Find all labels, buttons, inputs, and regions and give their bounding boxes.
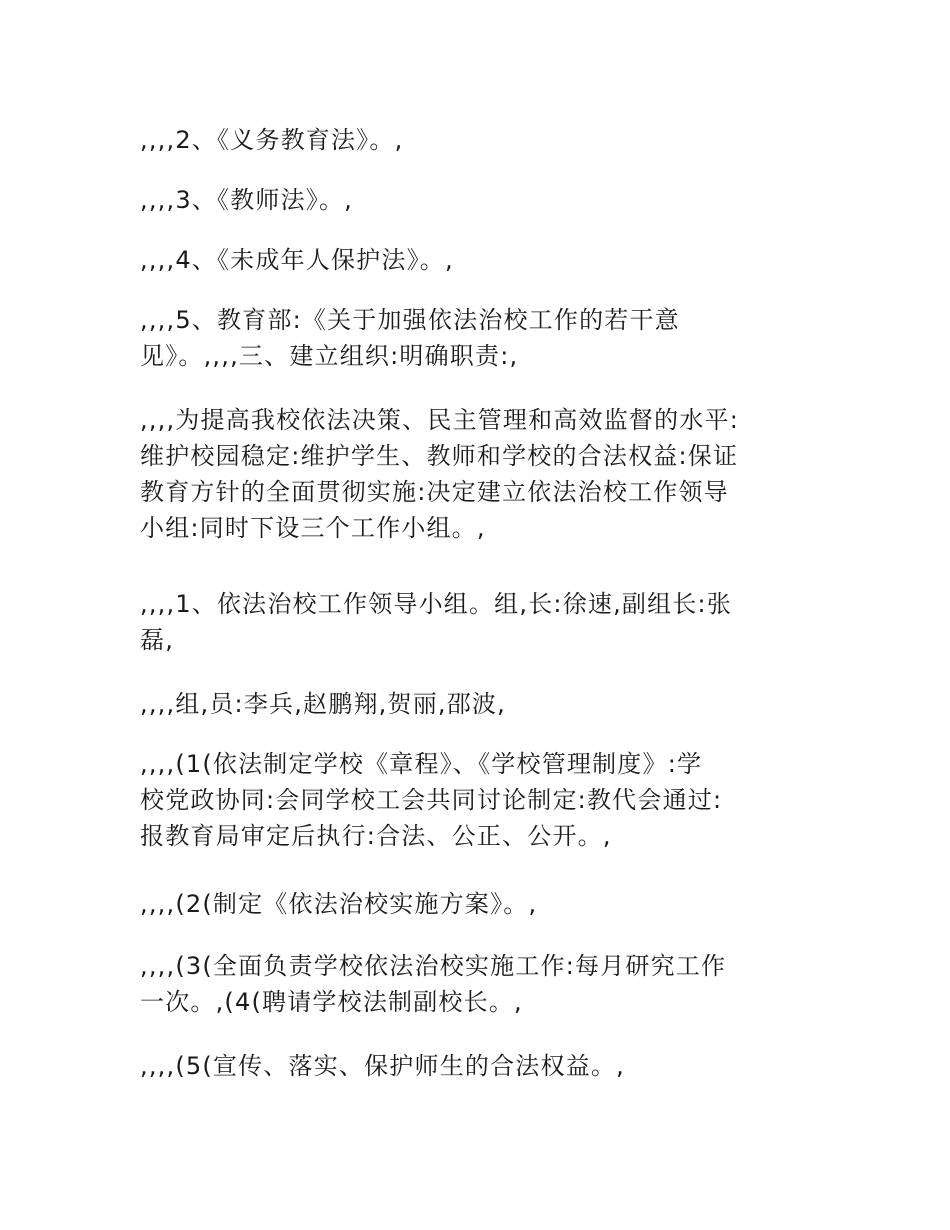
paragraph-members [140, 686, 820, 722]
text-line: ,,,,2、《义务教育法》。, [140, 126, 404, 154]
text-line: 磊, [140, 626, 175, 654]
text-line: ,,,,为提高我校依法决策、民主管理和高效监督的水平: [140, 406, 739, 434]
text-line: 小组:同时下设三个工作小组。, [140, 514, 486, 542]
paragraph-leader-group [140, 586, 820, 658]
paragraph-duty-3-4 [140, 948, 820, 1020]
text-line: ,,,,1、依法治校工作领导小组。组,长:徐速,副组长:张 [140, 590, 733, 618]
paragraph-law-2 [140, 122, 820, 158]
text-line: 教育方针的全面贯彻实施:决定建立依法治校工作领导 [140, 478, 729, 506]
text-line: 报教育局审定后执行:合法、公正、公开。, [140, 822, 612, 850]
text-line: ,,,,5、教育部:《关于加强依法治校工作的若干意 [140, 306, 680, 334]
paragraph-duty-1 [140, 746, 820, 854]
text-line: 一次。,(4(聘请学校法制副校长。, [140, 988, 523, 1016]
paragraph-purpose [140, 402, 820, 546]
text-line: 校党政协同:会同学校工会共同讨论制定:教代会通过: [140, 786, 723, 814]
paragraph-duty-5 [140, 1048, 820, 1084]
paragraph-law-4 [140, 242, 820, 278]
paragraph-law-3 [140, 182, 820, 218]
text-line: ,,,,组,员:李兵,赵鹏翔,贺丽,邵波, [140, 690, 506, 718]
text-line: ,,,,4、《未成年人保护法》。, [140, 246, 454, 274]
text-line: ,,,,(2(制定《依法治校实施方案》。, [140, 890, 538, 918]
paragraph-law-5 [140, 302, 820, 374]
text-line: ,,,,(5(宣传、落实、保护师生的合法权益。, [140, 1052, 625, 1080]
text-line: ,,,,(1(依法制定学校《章程》、《学校管理制度》:学 [140, 750, 703, 778]
paragraph-duty-2 [140, 886, 820, 922]
text-line: 见》。,,,,三、建立组织:明确职责:, [140, 342, 519, 370]
text-line: ,,,,3、《教师法》。, [140, 186, 354, 214]
text-line: 维护校园稳定:维护学生、教师和学校的合法权益:保证 [140, 442, 739, 470]
text-line: ,,,,(3(全面负责学校依法治校实施工作:每月研究工作 [140, 952, 727, 980]
